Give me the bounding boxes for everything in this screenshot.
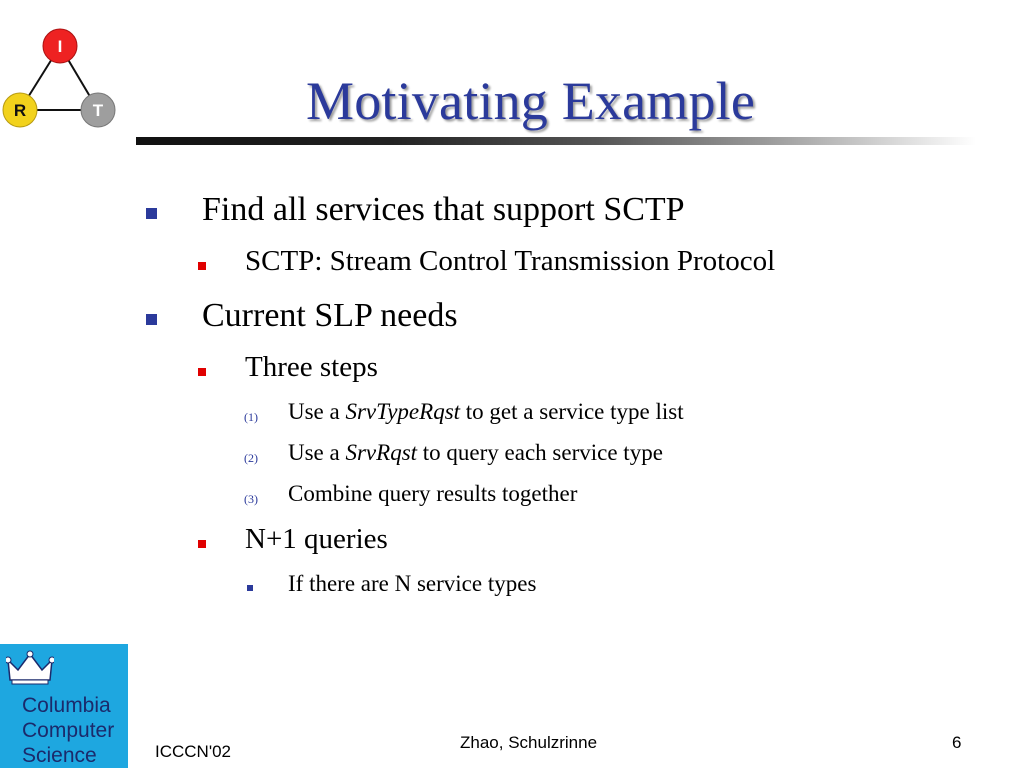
step-2 [288, 440, 663, 466]
columbia-logo [0, 644, 128, 768]
footer-page-number: 6 [952, 733, 962, 752]
step-number: (3) [244, 492, 258, 506]
bullet-find-services: Find all services that support SCTP [202, 191, 685, 228]
step-2-post: to query each service type [417, 440, 663, 465]
title-rule [136, 137, 976, 145]
step-number: (2) [244, 451, 258, 465]
logo-label-r: R [13, 101, 27, 120]
step-1 [288, 399, 684, 425]
cu-line-3: Science [22, 744, 97, 767]
logo-label-i: I [57, 37, 63, 56]
bullet-n-service-types: If there are N service types [288, 571, 537, 596]
cu-line-2: Computer [22, 719, 115, 742]
bullet-marker [198, 262, 206, 270]
step-3: Combine query results together [288, 481, 578, 506]
step-1-pre: Use a [288, 399, 346, 424]
bullet-current-slp: Current SLP needs [202, 297, 458, 334]
step-2-pre: Use a [288, 440, 346, 465]
step-number: (1) [244, 410, 258, 424]
footer-conference: ICCCN'02 [155, 742, 231, 761]
step-1-em: SrvTypeRqst [345, 399, 461, 424]
bullet-sctp-def: SCTP: Stream Control Transmission Protocol [245, 245, 776, 277]
crown-icon [6, 650, 54, 686]
bullet-marker [198, 368, 206, 376]
bullet-marker [198, 540, 206, 548]
bullet-n-plus-1: N+1 queries [245, 523, 388, 555]
bullet-marker [146, 208, 157, 219]
bullet-marker [247, 585, 253, 591]
slide-title: Motivating Example [306, 71, 756, 131]
footer-authors: Zhao, Schulzrinne [460, 733, 598, 752]
step-1-post: to get a service type list [460, 399, 684, 424]
logo-label-t: T [92, 101, 104, 120]
irt-logo [0, 28, 124, 136]
step-2-em: SrvRqst [345, 440, 418, 465]
cu-line-1: Columbia [22, 694, 111, 717]
bullet-marker [146, 314, 157, 325]
bullet-three-steps: Three steps [245, 351, 378, 383]
